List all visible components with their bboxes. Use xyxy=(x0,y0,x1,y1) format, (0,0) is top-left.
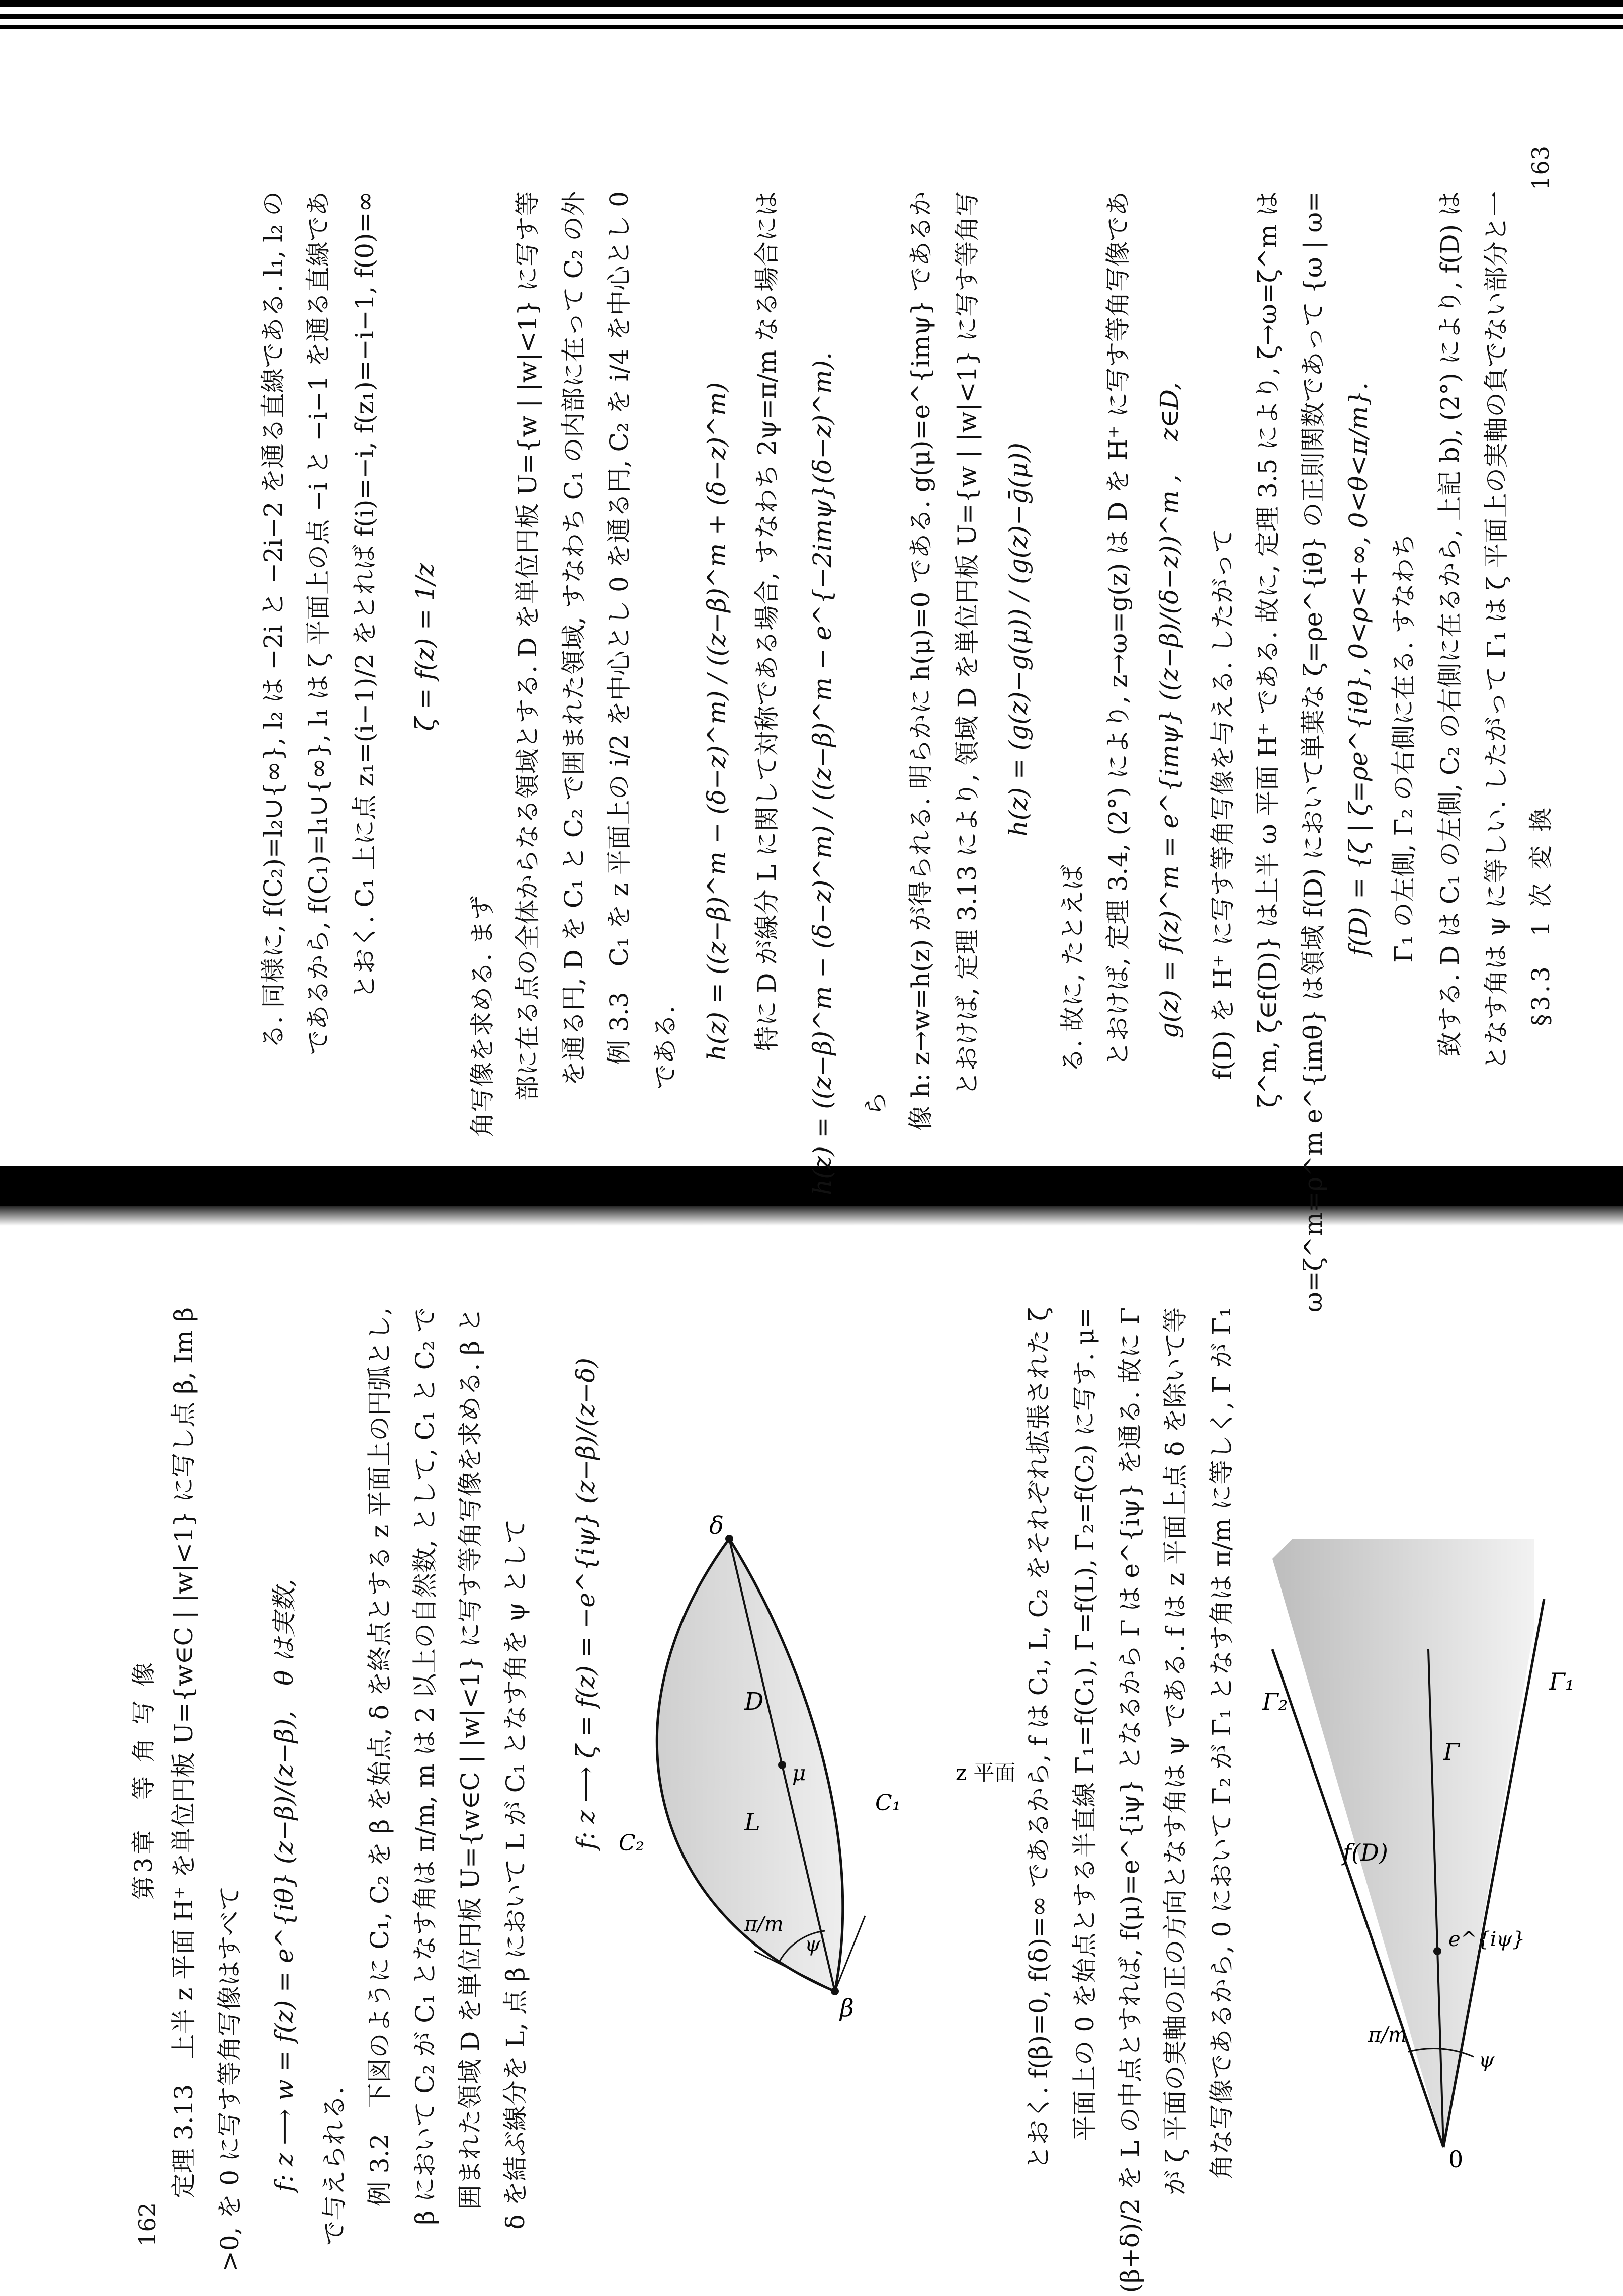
right-line-13: 像 h: z→w=h(z) が得られる. 明らかに h(μ)=0 である. g(μ)=e^{imψ} であるか xyxy=(906,191,935,1131)
right-formula-fD: f(D) = {ζ | ζ=ρe^{iθ}, 0<ρ<+∞, 0<θ<π/m}. xyxy=(1344,382,1373,956)
point-eipsi xyxy=(1433,1947,1441,1955)
left-line-12: (β+δ)/2 を L の中点とすれば, f(μ)=e^{iψ} となるから Γ は e^{iψ} を通る. 故に Γ xyxy=(1116,1307,1145,2293)
right-line-2: 致する. D は C₁ の左側, C₂ の右側に在るから, 上記 b), (2°) により, f(D) は xyxy=(1435,191,1465,1057)
right-line-26: る. 同様に, f(C₂)=l₂∪{∞}, l₂ は −2i と −2i−2 を通る直線である. l₁, l₂ の xyxy=(259,191,288,1049)
label-psi-2: ψ xyxy=(1479,2049,1495,2072)
label-angle: π/m xyxy=(744,1913,784,1936)
right-line-5: ω=ζ^m=ρ^m e^{imθ} は領域 f(D) において単葉な ζ=ρe^{iθ} の正則関数であって {ω | ω= xyxy=(1299,191,1328,1313)
left-formula-f1: f: z ⟶ w = f(z) = e^{iθ} (z−β)/(z−β̄), θ は実数, xyxy=(270,1579,299,2192)
right-line-1: となす角は ψ に等しい. したがって Γ₁ は ζ 平面上の実軸の負でない部分と一 xyxy=(1482,191,1511,1071)
right-formula-h2: h(z) = ((z−β)^m − (δ−z)^m) / ((z−β)^m − e^{−2imψ}(δ−z)^m). xyxy=(808,352,837,1195)
left-line-1: 定理 3.13 上半 z 平面 H⁺ を単位円板 U={w∈C | |w|<1} に写し点 β, Im β xyxy=(169,1307,198,2199)
right-page-number: 163 xyxy=(1527,146,1554,190)
sector-fD xyxy=(1272,1539,1534,2147)
right-line-12: とおけば, 定理 3.13 により, 領域 D を単位円板 U={w | |w|<1} に写す等角写 xyxy=(953,191,982,1096)
label-fD: f(D) xyxy=(1343,1839,1388,1866)
label-Gamma: Γ xyxy=(1443,1738,1460,1765)
label-eipsi: e^{iψ} xyxy=(1448,1928,1525,1951)
right-formula-g: g(z) = f(z)^m = e^{imψ} ((z−β)/(δ−z))^m , z∈D, xyxy=(1155,382,1184,1039)
label-L: L xyxy=(744,1808,760,1836)
left-line-14: 角な写像であるから, 0 において Γ₂ が Γ₁ となす角は π/m に等しく, Γ が Γ₁ xyxy=(1207,1307,1236,2180)
figure-z-plane xyxy=(543,1498,1016,2062)
right-line-14: ら xyxy=(861,1091,890,1116)
label-origin: 0 xyxy=(1448,2146,1464,2172)
top-rule-1 xyxy=(0,0,1623,7)
right-line-21: 部に在る点の全体からなる領域とする. D を単位円板 U={w | |w|<1} に写す等 xyxy=(513,191,542,1101)
right-running-head: §3.3 1 次 変 換 xyxy=(1527,805,1555,1026)
left-line-8: δ を結ぶ線分を L, 点 β において L が C₁ となす角を ψ として xyxy=(501,1519,530,2230)
figure-zeta-plane xyxy=(1242,1498,1594,2172)
right-line-10: る. 故に, たとえば xyxy=(1058,865,1087,1073)
right-formula-zeta: ζ = f(z) = 1/z xyxy=(410,563,440,731)
left-formula-f2: f: z ⟶ ζ = f(z) = −e^{iψ} (z−β)/(z−δ) xyxy=(571,1358,601,1849)
left-running-head: 第3章 等 角 写 像 xyxy=(130,1659,158,1900)
label-mu: μ xyxy=(792,1760,806,1785)
left-page-number: 162 xyxy=(134,2202,161,2247)
right-line-25: であるから, f(C₁)=l₁∪{∞}, l₁ は ζ 平面上の点 −i と −i−1 を通る直線であ xyxy=(304,191,333,1055)
right-line-18: である. xyxy=(651,1006,680,1089)
right-line-22: 角写像を求める. まず xyxy=(468,895,497,1137)
right-formula-h1: h(z) = (g(z)−g(μ)) / (g(z)−ḡ(μ)) xyxy=(1004,443,1033,837)
right-line-19: 例 3.3 C₁ を z 平面上の i/2 を中心とし 0 を通る円, C₂ を i/4 を中心とし 0 xyxy=(605,191,634,1065)
right-formula-h3: h(z) = ((z−β)^m − (δ−z)^m) / ((z−β)^m + (δ−z)^m) xyxy=(702,382,731,1061)
right-line-6: ζ^m, ζ∈f(D)} は上半 ω 平面 H⁺ である. 故に, 定理 3.5 により, ζ→ω=ζ^m は xyxy=(1253,191,1283,1108)
top-rule-2 xyxy=(0,14,1623,19)
label-angle-2: π/m xyxy=(1368,2023,1407,2047)
label-D: D xyxy=(744,1688,764,1716)
label-Gamma2: Γ₂ xyxy=(1262,1688,1288,1715)
label-beta: β xyxy=(840,1994,854,2022)
point-mu xyxy=(778,1761,786,1769)
left-line-11: 平面上の 0 を始点とする半直線 Γ₁=f(C₁), Γ=f(L), Γ₂=f(C₂) に写す. μ= xyxy=(1070,1307,1099,2141)
caption-z-plane: z 平面 xyxy=(956,1760,1016,1785)
right-line-16: 特に D が線分 L に関して対称である場合, すなわち 2ψ=π/m なる場合には xyxy=(752,191,782,1051)
left-line-7: 囲まれた領域 D を単位円板 U={w∈C | |w|<1} に写す等角写像を求める. β と xyxy=(456,1307,485,2210)
left-line-13: が ζ 平面の実軸の正の方向となす角は ψ である. f は z 平面上点 δ を除いて等 xyxy=(1161,1307,1190,2196)
top-rule-3 xyxy=(0,25,1623,29)
gutter-shadow xyxy=(0,1206,1623,1226)
label-delta: δ xyxy=(709,1512,724,1540)
label-Gamma1: Γ₁ xyxy=(1549,1668,1575,1695)
right-line-9: とおけば, 定理 3.4, (2°) により, z→ω=g(z) は D を H⁺ に写す等角写像であ xyxy=(1103,191,1133,1067)
right-line-3: Γ₁ の左側, Γ₂ の右側に在る. すなわち xyxy=(1389,533,1418,963)
right-line-24: とおく. C₁ 上に点 z₁=(i−1)/2 をとれば f(i)=−i, f(z₁)=−i−1, f(0)=∞ xyxy=(350,191,379,999)
left-line-2: >0, を 0 に写す等角写像はすべて xyxy=(215,1886,244,2272)
label-C1: C₁ xyxy=(875,1790,901,1816)
left-line-5: 例 3.2 下図のように C₁, C₂ を β を始点, δ を終点とする z 平面上の円弧とし, xyxy=(365,1307,394,2207)
label-C2: C₂ xyxy=(619,1830,645,1856)
point-delta xyxy=(725,1535,733,1543)
label-psi: ψ xyxy=(805,1933,821,1956)
left-line-6: β において C₂ が C₁ となす角は π/m, m は 2 以上の自然数, として, C₁ と C₂ で xyxy=(410,1307,440,2225)
right-line-7: f(D) を H⁺ に写す等角写像を与える. したがって xyxy=(1208,528,1237,1080)
left-line-4: で与えられる. xyxy=(320,2087,349,2246)
left-line-10: とおく. f(β)=0, f(δ)=∞ であるから, f は C₁, L, C₂ をそれぞれ拡張された ζ xyxy=(1024,1307,1053,2170)
right-line-20: を通る円, D を C₁ と C₂ で囲まれた領域, すなわち C₁ の内部に在って C₂ の外 xyxy=(559,191,588,1086)
